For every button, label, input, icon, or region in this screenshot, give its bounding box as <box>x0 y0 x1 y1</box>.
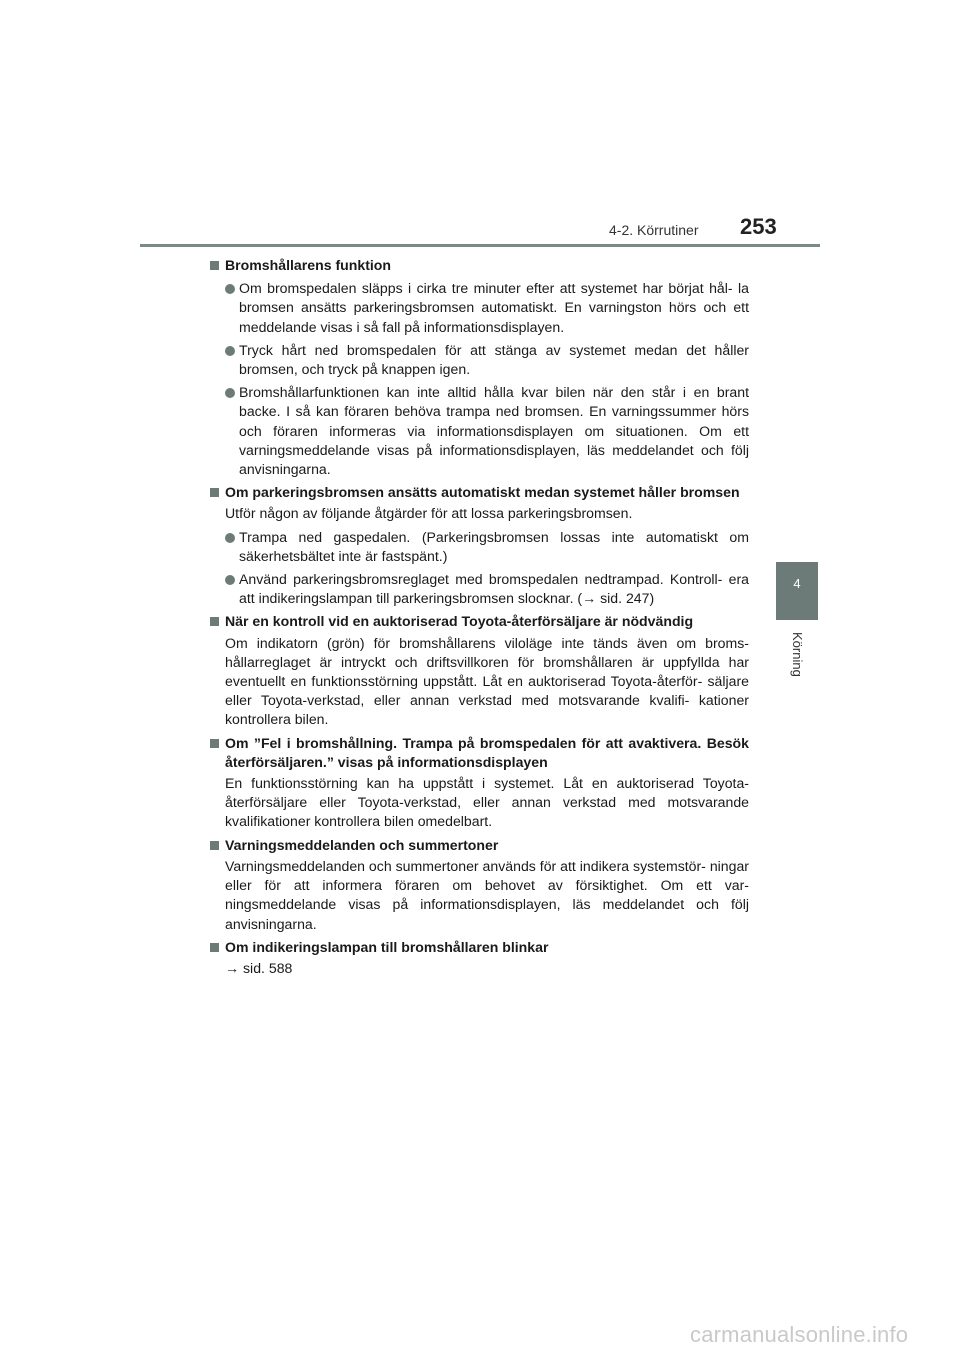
section-parking-brake-auto <box>209 483 749 608</box>
round-bullet-icon <box>225 346 235 356</box>
list-item-text: Bromshållarfunktionen kan inte alltid hålla kvar bilen när den står i en brant backe. I så kan föraren behöva trampa ned bromsen. En varningssummer hörs och föraren informeras via informationsdisplayen om situationen. Om ett varningsmeddelande visas på informationsdisplayen, läs meddelandet och följ anvisningarna. <box>239 384 749 478</box>
paragraph: En funktionsstörning kan ha uppstått i systemet. Låt en auktoriserad Toyota- återförsäljare eller Toyota-verkstad, eller annan verkstad med motsvarande kvalifikationer kontrollera bilen omedelbart. <box>225 775 749 830</box>
section-title: 4-2. Körrutiner <box>609 222 699 238</box>
chapter-label: Körning <box>790 632 805 677</box>
heading-text: När en kontroll vid en auktoriserad Toyota-återförsäljare är nödvändig <box>225 613 694 630</box>
list-item-text: Tryck hårt ned bromspedalen för att stänga av systemet medan det håller bromsen, och tryck på knappen igen. <box>239 341 749 378</box>
round-bullet-icon <box>225 284 235 294</box>
square-bullet-icon <box>210 739 219 748</box>
paragraph: Utför någon av följande åtgärder för att lossa parkeringsbromsen. <box>225 505 633 522</box>
section-heading <box>209 256 749 275</box>
square-bullet-icon <box>210 943 219 952</box>
page-content <box>209 252 749 982</box>
round-bullet-icon <box>225 388 235 398</box>
list-item <box>209 279 749 337</box>
round-bullet-icon <box>225 533 235 543</box>
square-bullet-icon <box>210 488 219 497</box>
section-indicator-blinking <box>209 938 749 978</box>
square-bullet-icon <box>210 841 219 850</box>
section-heading <box>209 938 749 957</box>
section-heading <box>209 483 749 502</box>
paragraph: Om indikatorn (grön) för bromshållarens viloläge inte tänds även om broms- hållarreglaget är intryckt och driftsvillkoren för bromshållaren är uppfyllda har eventuellt en funktionsstörning uppstått. Låt en auktoriserad Toyota-återför- säljare eller Toyota-verkstad, eller annan verkstad med motsvarande kvalifi- kationer kontrollera bilen. <box>225 634 749 728</box>
list-item <box>209 383 749 479</box>
section-warning-messages <box>209 836 749 934</box>
list-item-text: Använd parkeringsbromsreglaget med bromspedalen nedtrampad. Kontroll- era att indikeringslampan till parkeringsbromsen slocknar. (→ sid. 247) <box>239 571 749 607</box>
list-item <box>209 341 749 379</box>
square-bullet-icon <box>210 617 219 626</box>
page-number: 253 <box>740 214 777 239</box>
heading-text: Om indikeringslampan till bromshållaren blinkar <box>225 938 549 955</box>
section-heading <box>209 612 749 631</box>
list-item-text: Trampa ned gaspedalen. (Parkeringsbromsen lossas inte automatiskt om säkerhetsbältet inte är fastspänt.) <box>239 528 749 564</box>
section-heading <box>209 836 749 855</box>
watermark: carmanualsonline.info <box>690 1322 909 1347</box>
heading-text: Om parkeringsbromsen ansätts automatiskt medan systemet håller bromsen <box>225 484 740 501</box>
chapter-number: 4 <box>793 576 801 591</box>
square-bullet-icon <box>210 261 219 270</box>
list-item <box>209 528 749 566</box>
paragraph: Varningsmeddelanden och summertoner används för att indikera systemstör- ningar eller för att informera föraren om behovet av försiktighet. Om ett var- ningsmeddelande visas på informationsdisplayen, läs meddelandet och följ anvisningarna. <box>225 857 749 932</box>
list-item-text: Om bromspedalen släpps i cirka tre minuter efter att systemet har börjat hål- la bromsen ansätts parkeringsbromsen automatiskt. En varningston hörs och ett meddelande visas i så fall på informationsdisplayen. <box>239 280 749 335</box>
list-item <box>209 570 749 608</box>
header-rule <box>140 244 820 247</box>
heading-text: Bromshållarens funktion <box>225 257 392 273</box>
page-reference: → sid. 588 <box>225 959 293 976</box>
section-dealer-check <box>209 612 749 729</box>
page-header <box>0 0 960 250</box>
round-bullet-icon <box>225 575 235 585</box>
chapter-tab <box>776 562 818 620</box>
heading-text: Varningsmeddelanden och summertoner <box>225 836 499 853</box>
heading-text: Om ”Fel i bromshållning. Trampa på bromspedalen för att avaktivera. Besök återförsäljaren.” visas på informationsdisplayen <box>225 734 749 770</box>
section-brake-hold-fault <box>209 734 749 832</box>
section-brake-hold-function <box>209 256 749 479</box>
section-heading <box>209 734 749 772</box>
